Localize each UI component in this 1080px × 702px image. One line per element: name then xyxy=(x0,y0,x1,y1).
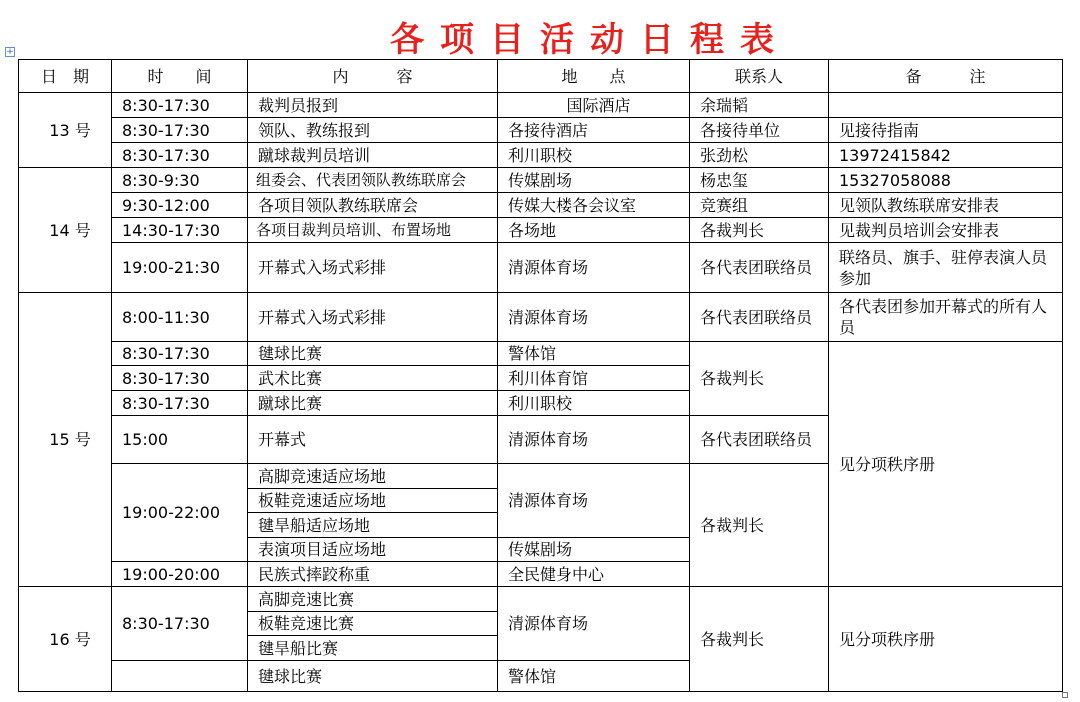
time-cell: 8:00-11:30 xyxy=(112,293,248,342)
content-cell: 民族式摔跤称重 xyxy=(248,562,498,587)
content-cell: 毽球比赛 xyxy=(248,661,498,692)
time-cell: 8:30-17:30 xyxy=(112,93,248,118)
location-cell: 各场地 xyxy=(498,218,690,243)
remarks-cell: 见接待指南 xyxy=(829,118,1063,143)
content-cell: 蹴球裁判员培训 xyxy=(248,143,498,168)
time-cell: 8:30-17:30 xyxy=(112,587,248,661)
contact-cell: 各代表团联络员 xyxy=(690,293,829,342)
table-row xyxy=(19,587,1063,612)
contact-cell: 余瑞韬 xyxy=(690,93,829,118)
table-row xyxy=(19,293,1063,342)
contact-cell: 张劲松 xyxy=(690,143,829,168)
content-cell: 表演项目适应场地 xyxy=(248,538,498,562)
content-cell: 开幕式入场式彩排 xyxy=(248,293,498,342)
remarks-cell xyxy=(829,93,1063,118)
location-cell: 利川职校 xyxy=(498,143,690,168)
contact-cell: 各代表团联络员 xyxy=(690,243,829,293)
table-row xyxy=(19,143,1063,168)
table-row xyxy=(19,168,1063,193)
time-cell: 8:30-17:30 xyxy=(112,143,248,168)
table-header-row xyxy=(19,60,1063,93)
location-cell: 传媒剧场 xyxy=(498,538,690,562)
header-time: 时 间 xyxy=(112,60,248,93)
time-cell: 8:30-17:30 xyxy=(112,342,248,366)
schedule-table xyxy=(18,59,1063,692)
page-title: 各项目活动日程表 xyxy=(390,20,790,60)
location-cell: 清源体育场 xyxy=(498,464,690,538)
contact-cell: 各接待单位 xyxy=(690,118,829,143)
time-cell: 19:00-20:00 xyxy=(112,562,248,587)
table-row xyxy=(19,218,1063,243)
time-cell: 8:30-17:30 xyxy=(112,391,248,416)
contact-cell: 各代表团联络员 xyxy=(690,416,829,464)
location-cell: 各接待酒店 xyxy=(498,118,690,143)
time-cell: 14:30-17:30 xyxy=(112,218,248,243)
content-cell: 武术比赛 xyxy=(248,366,498,391)
table-row xyxy=(19,193,1063,218)
time-cell: 8:30-17:30 xyxy=(112,366,248,391)
content-cell: 板鞋竞速适应场地 xyxy=(248,489,498,513)
location-cell: 利川体育馆 xyxy=(498,366,690,391)
location-cell: 传媒剧场 xyxy=(498,168,690,193)
remarks-cell: 见裁判员培训会安排表 xyxy=(829,218,1063,243)
table-row xyxy=(19,118,1063,143)
content-cell: 毽旱船比赛 xyxy=(248,636,498,661)
contact-cell: 各裁判长 xyxy=(690,218,829,243)
content-cell: 开幕式入场式彩排 xyxy=(248,243,498,293)
contact-cell: 杨忠玺 xyxy=(690,168,829,193)
header-remarks: 备 注 xyxy=(829,60,1063,93)
contact-cell: 各裁判长 xyxy=(690,342,829,416)
content-cell: 领队、教练报到 xyxy=(248,118,498,143)
remarks-cell: 各代表团参加开幕式的所有人员 xyxy=(829,293,1063,342)
content-cell: 高脚竞速比赛 xyxy=(248,587,498,612)
time-cell: 9:30-12:00 xyxy=(112,193,248,218)
location-cell: 利川职校 xyxy=(498,391,690,416)
time-cell: 15:00 xyxy=(112,416,248,464)
remarks-cell: 联络员、旗手、驻停表演人员参加 xyxy=(829,243,1063,293)
content-cell: 蹴球比赛 xyxy=(248,391,498,416)
table-row xyxy=(19,93,1063,118)
contact-cell: 各裁判长 xyxy=(690,464,829,587)
time-cell: 8:30-9:30 xyxy=(112,168,248,193)
contact-cell: 各裁判长 xyxy=(690,587,829,692)
header-date: 日 期 xyxy=(19,60,112,93)
date-cell: 16 号 xyxy=(19,587,112,692)
location-cell: 全民健身中心 xyxy=(498,562,690,587)
contact-cell: 竞赛组 xyxy=(690,193,829,218)
table-move-handle-icon[interactable]: + xyxy=(6,47,14,57)
content-cell: 开幕式 xyxy=(248,416,498,464)
location-cell: 清源体育场 xyxy=(498,243,690,293)
location-cell: 国际酒店 xyxy=(498,93,690,118)
table-resize-handle[interactable] xyxy=(1062,692,1068,698)
remarks-cell: 见领队教练联席安排表 xyxy=(829,193,1063,218)
table-row xyxy=(19,243,1063,293)
content-cell: 各项目裁判员培训、布置场地 xyxy=(248,218,498,243)
location-cell: 清源体育场 xyxy=(498,587,690,661)
time-cell: 19:00-21:30 xyxy=(112,243,248,293)
remarks-cell: 见分项秩序册 xyxy=(829,342,1063,587)
location-cell: 传媒大楼各会议室 xyxy=(498,193,690,218)
location-cell: 警体馆 xyxy=(498,342,690,366)
content-cell: 毽球比赛 xyxy=(248,342,498,366)
remarks-cell: 15327058088 xyxy=(829,168,1063,193)
content-cell: 各项目领队教练联席会 xyxy=(248,193,498,218)
remarks-cell: 见分项秩序册 xyxy=(829,587,1063,692)
remarks-cell: 13972415842 xyxy=(829,143,1063,168)
content-cell: 裁判员报到 xyxy=(248,93,498,118)
content-cell: 高脚竞速适应场地 xyxy=(248,464,498,489)
location-cell: 警体馆 xyxy=(498,661,690,692)
header-contact: 联系人 xyxy=(690,60,829,93)
date-cell: 14 号 xyxy=(19,168,112,293)
date-cell: 15 号 xyxy=(19,293,112,587)
location-cell: 清源体育场 xyxy=(498,416,690,464)
time-cell: 19:00-22:00 xyxy=(112,464,248,562)
table-row xyxy=(19,342,1063,366)
header-content: 内 容 xyxy=(248,60,498,93)
time-cell-empty xyxy=(112,661,248,692)
content-cell: 板鞋竞速比赛 xyxy=(248,612,498,636)
header-location: 地 点 xyxy=(498,60,690,93)
time-cell: 8:30-17:30 xyxy=(112,118,248,143)
content-cell: 组委会、代表团领队教练联席会 xyxy=(248,168,498,193)
location-cell: 清源体育场 xyxy=(498,293,690,342)
content-cell: 毽旱船适应场地 xyxy=(248,513,498,538)
date-cell: 13 号 xyxy=(19,93,112,168)
